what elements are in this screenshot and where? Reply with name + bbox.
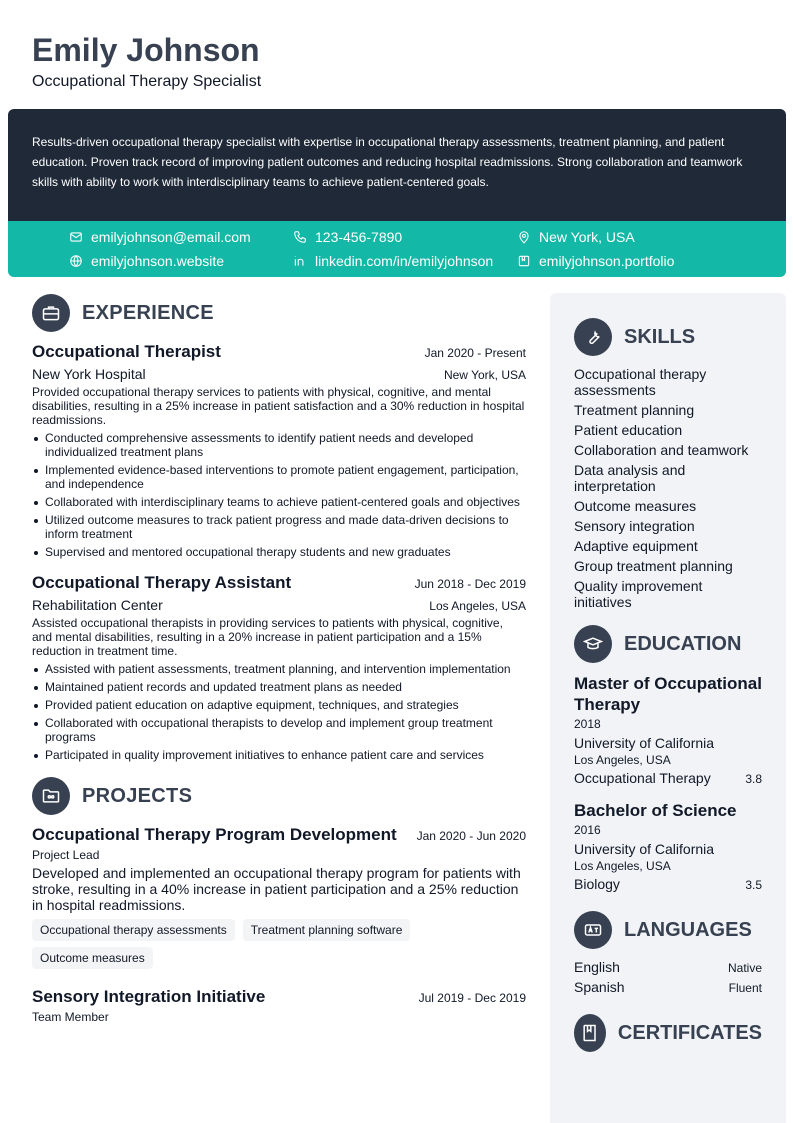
education-degree: Master of Occupational Therapy [574,674,762,714]
language-item [574,959,762,975]
job-company: New York Hospital [32,366,146,382]
education-heading [574,624,762,664]
project-title: Occupational Therapy Program Development [32,825,397,844]
briefcase-icon [32,294,70,332]
job-location: Los Angeles, USA [429,599,526,613]
experience-item [32,573,526,762]
projects-title: PROJECTS [82,784,193,807]
contact-location [517,229,635,245]
projects-heading [32,776,526,816]
certificates-title: CERTIFICATES [617,1021,762,1044]
skill-item: Group treatment planning [574,558,733,574]
education-school: University of California [574,735,715,751]
experience-title: EXPERIENCE [82,301,214,324]
job-bullet: Implemented evidence-based interventions to promote patient engagement, participation, and independence [32,463,526,491]
languages-title: LANGUAGES [624,918,752,941]
job-location: New York, USA [443,368,526,382]
education-school: University of California [574,841,715,857]
language-name: Spanish [574,979,625,995]
contact-location-text: New York, USA [539,229,635,245]
contact-phone-text: 123-456-7890 [315,229,403,245]
skill-item: Occupational therapy assessments [574,366,707,398]
education-location: Los Angeles, USA [574,859,671,873]
project-tag: Outcome measures [32,947,153,969]
contact-phone[interactable] [293,229,402,245]
globe-icon [69,254,83,268]
experience-heading [32,293,526,333]
job-bullet: Collaborated with occupational therapists to develop and implement group treatment programs [32,716,526,744]
skill-item: Sensory integration [574,518,695,534]
education-location: Los Angeles, USA [574,753,671,767]
project-tags [32,919,526,969]
skill-item: Quality improvement initiatives [574,578,703,610]
map-pin-icon [517,230,531,244]
job-bullets [32,662,526,762]
job-bullet: Assisted with patient assessments, treatment planning, and intervention implementation [32,662,526,676]
phone-icon [293,230,307,244]
summary-section [8,109,786,221]
project-tag: Occupational therapy assessments [32,919,235,941]
job-title: Occupational Therapy Assistant [32,573,292,592]
job-bullet: Conducted comprehensive assessments to identify patient needs and developed individualized treatment plans [32,431,526,459]
translate-icon [574,911,612,949]
sidebar [550,293,786,1123]
education-year: 2018 [574,717,601,731]
education-item [574,800,762,892]
job-bullet: Collaborated with interdisciplinary teams to achieve patient-centered goals and objectives [32,495,526,509]
skill-item: Treatment planning [574,402,695,418]
resume-header [32,30,261,91]
project-title: Sensory Integration Initiative [32,987,266,1006]
language-level: Fluent [728,981,762,995]
book-icon [574,1014,606,1052]
portfolio-icon [517,254,531,268]
education-year: 2016 [574,823,601,837]
skill-item: Data analysis and interpretation [574,462,686,494]
languages-heading [574,910,762,950]
skills-list [574,366,762,610]
contact-bar [8,221,786,277]
job-bullet: Participated in quality improvement initiatives to enhance patient care and services [32,748,526,762]
project-tag: Treatment planning software [243,919,411,941]
candidate-title: Occupational Therapy Specialist [32,73,262,90]
job-date: Jan 2020 - Present [424,346,526,360]
contact-website-text: emilyjohnson.website [91,253,225,269]
experience-item [32,342,526,559]
education-title: EDUCATION [624,632,742,655]
project-role: Project Lead [32,848,100,862]
job-title: Occupational Therapist [32,342,221,361]
contact-linkedin[interactable] [293,253,493,269]
skills-heading [574,317,762,357]
education-item [574,673,762,786]
certificates-heading [574,1013,762,1053]
education-gpa: 3.5 [745,878,762,892]
contact-portfolio[interactable] [517,253,674,269]
contact-email-text: emilyjohnson@email.com [91,229,251,245]
education-gpa: 3.8 [745,772,762,786]
candidate-name: Emily Johnson [32,32,260,68]
job-bullet: Utilized outcome measures to track patient progress and made data-driven decisions to inform treatment [32,513,526,541]
skills-title: SKILLS [624,325,696,348]
wrench-icon [574,318,612,356]
job-bullet: Maintained patient records and updated treatment plans as needed [32,680,526,694]
education-field: Biology [574,876,620,892]
languages-list [574,959,762,995]
project-item [32,825,526,969]
contact-email[interactable] [69,229,251,245]
contact-linkedin-text: linkedin.com/in/emilyjohnson [315,253,494,269]
project-date: Jan 2020 - Jun 2020 [416,829,526,843]
skill-item: Patient education [574,422,683,438]
project-item [32,987,526,1024]
graduation-cap-icon [574,625,612,663]
project-date: Jul 2019 - Dec 2019 [418,991,526,1005]
job-description: Assisted occupational therapists in providing services to patients with physical, cognitive, and mental disabilities, resulting in a 20% increase in patient participation and a 15% reduction in treatment time. [32,616,503,658]
job-company: Rehabilitation Center [32,597,163,613]
job-bullet: Supervised and mentored occupational therapy students and new graduates [32,545,526,559]
contact-website[interactable] [69,253,224,269]
mail-icon [69,230,83,244]
job-bullets [32,431,526,559]
language-level: Native [727,961,762,975]
education-field: Occupational Therapy [574,770,711,786]
job-bullet: Provided patient education on adaptive equipment, techniques, and strategies [32,698,526,712]
skill-item: Adaptive equipment [574,538,698,554]
contact-portfolio-text: emilyjohnson.portfolio [539,253,675,269]
skill-item: Collaboration and teamwork [574,442,749,458]
education-degree: Bachelor of Science [574,801,737,820]
skill-item: Outcome measures [574,498,697,514]
job-date: Jun 2018 - Dec 2019 [414,577,526,591]
summary-text: Results-driven occupational therapy specialist with expertise in occupational therapy assessments, treatment planning, and patient education. Proven track record of improving patient outcomes and reducing hospital readmissions. Strong collaboration and teamwork skills with ability to work with interdisciplinary teams to achieve patient-centered goals. [32,135,743,189]
main-column [32,293,526,1024]
linkedin-icon [293,254,307,268]
project-role: Team Member [32,1010,109,1024]
language-name: English [574,959,620,975]
language-item [574,979,762,995]
project-description: Developed and implemented an occupational therapy program for patients with stroke, resulting in a 40% increase in patient participation and a 25% reduction in hospital readmissions. [32,865,521,913]
job-description: Provided occupational therapy services to patients with physical, cognitive, and mental disabilities, resulting in a 25% increase in patient satisfaction and a 30% reduction in hospital readmissions. [32,385,525,427]
folder-icon [32,777,70,815]
